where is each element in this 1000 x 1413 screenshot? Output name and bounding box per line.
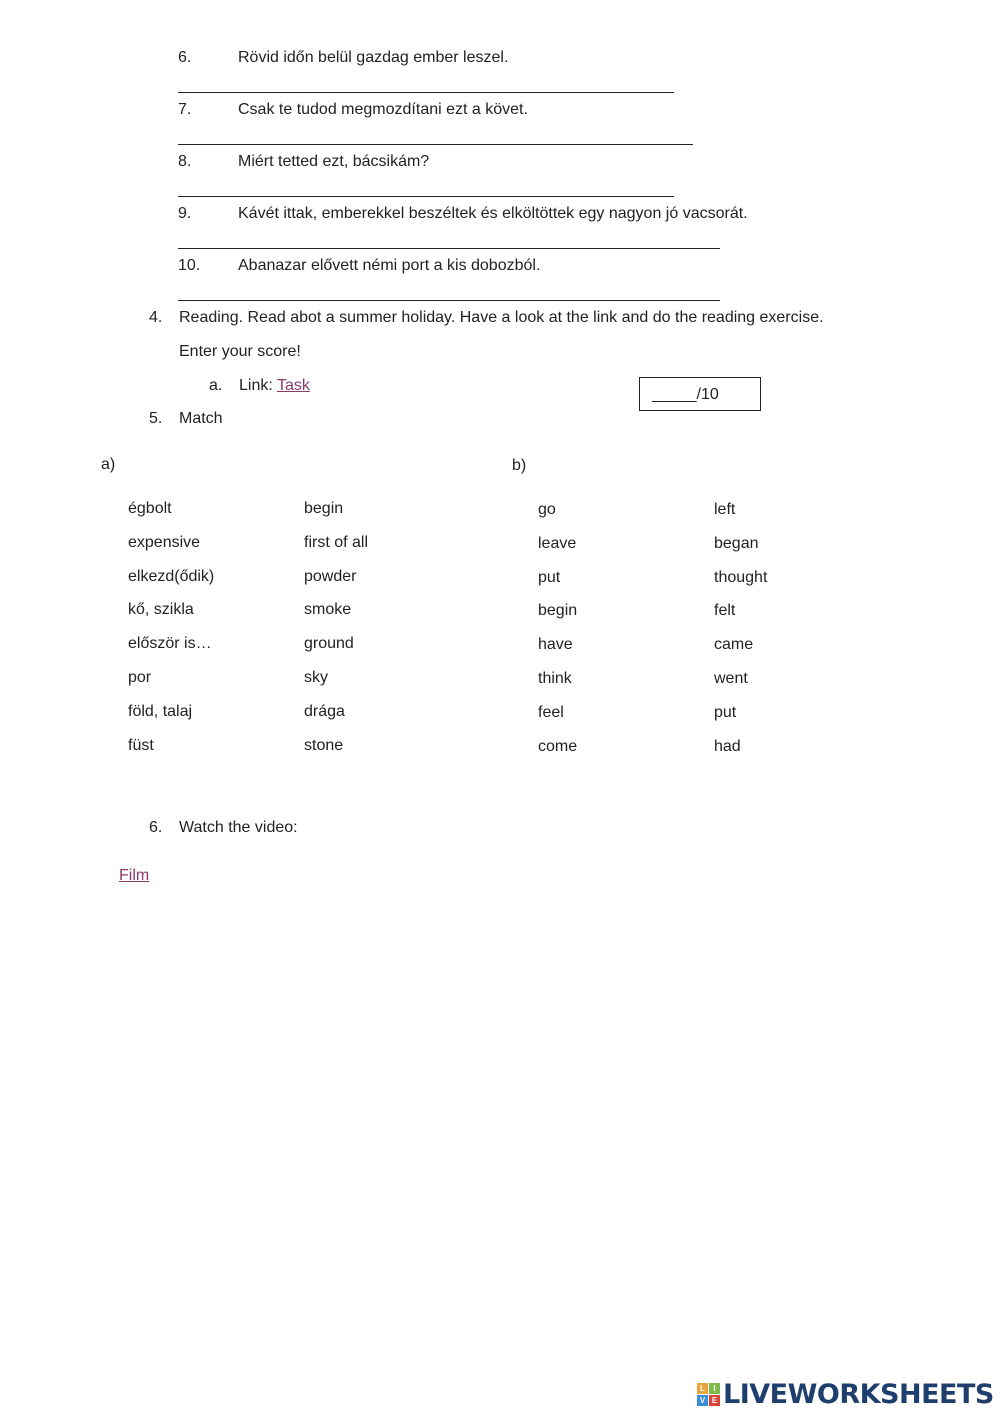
group-a-right-word[interactable]: sky [304, 669, 328, 686]
logo-text: LIVEWORKSHEETS [723, 1378, 994, 1410]
link-label: Link: [239, 377, 277, 394]
group-b-right-word[interactable]: came [714, 636, 754, 653]
group-b-left-word[interactable]: feel [538, 704, 564, 721]
translation-number: 8. [178, 153, 192, 170]
group-a-label: a) [101, 456, 116, 473]
group-b-left-word[interactable]: think [538, 670, 572, 687]
group-a-right-word[interactable]: drága [304, 703, 345, 720]
score-input-box[interactable] [639, 377, 761, 411]
task-link[interactable]: Task [276, 377, 310, 394]
answer-line[interactable] [178, 248, 720, 249]
score-value: _____/10 [652, 386, 719, 403]
group-b-left-word[interactable]: leave [538, 535, 577, 552]
translation-number: 10. [178, 257, 201, 274]
group-a-left-word[interactable]: expensive [128, 534, 201, 551]
group-b-left-word[interactable]: put [538, 569, 561, 586]
exercise-4-text: Reading. Read abot a summer holiday. Have a look at the link and do the reading exercise. [179, 309, 824, 326]
translation-sentence: Kávét ittak, emberekkel beszéltek és elköltöttek egy nagyon jó vacsorát. [238, 205, 748, 222]
film-link[interactable]: Film [119, 867, 150, 884]
answer-line[interactable] [178, 92, 674, 93]
group-b-right-word[interactable]: had [714, 738, 741, 755]
group-a-right-word[interactable]: smoke [304, 601, 352, 618]
group-a-right-word[interactable]: first of all [304, 534, 369, 551]
group-b-left-word[interactable]: begin [538, 602, 578, 619]
group-b-right-word[interactable]: began [714, 535, 759, 552]
group-b-label: b) [512, 457, 527, 474]
exercise-6-text: Watch the video: [179, 819, 298, 836]
link-marker: a. [209, 377, 223, 394]
group-a-left-word[interactable]: elkezd(ődik) [128, 568, 215, 585]
group-a-left-word[interactable]: égbolt [128, 500, 172, 517]
group-a-left-word[interactable]: föld, talaj [128, 703, 193, 720]
exercise-5-title: Match [179, 410, 223, 427]
group-a-left-word[interactable]: kő, szikla [128, 601, 194, 618]
group-b-right-word[interactable]: went [714, 670, 748, 687]
group-b-right-word[interactable]: put [714, 704, 737, 721]
group-a-left-word[interactable]: először is… [128, 635, 212, 652]
translation-sentence: Csak te tudod megmozdítani ezt a követ. [238, 101, 528, 118]
group-a-right-word[interactable]: begin [304, 500, 344, 517]
translation-number: 7. [178, 101, 192, 118]
liveworksheets-logo [697, 1378, 994, 1410]
task-link-row [239, 377, 310, 395]
exercise-6-number: 6. [149, 819, 163, 836]
logo-icon: L I V E [697, 1383, 720, 1406]
answer-line[interactable] [178, 300, 720, 301]
group-a-left-word[interactable]: por [128, 669, 152, 686]
answer-line[interactable] [178, 196, 674, 197]
group-b-right-word[interactable]: felt [714, 602, 736, 619]
exercise-4-number: 4. [149, 309, 163, 326]
translation-number: 9. [178, 205, 192, 222]
score-instruction: Enter your score! [179, 343, 301, 360]
exercise-5-number: 5. [149, 410, 163, 427]
answer-line[interactable] [178, 144, 693, 145]
translation-sentence: Abanazar elővett némi port a kis dobozból. [238, 257, 541, 274]
group-b-right-word[interactable]: left [714, 501, 736, 518]
group-a-right-word[interactable]: ground [304, 635, 354, 652]
group-b-left-word[interactable]: have [538, 636, 573, 653]
group-b-left-word[interactable]: come [538, 738, 578, 755]
translation-sentence: Miért tetted ezt, bácsikám? [238, 153, 430, 170]
group-a-right-word[interactable]: powder [304, 568, 357, 585]
group-a-left-word[interactable]: füst [128, 737, 154, 754]
translation-sentence: Rövid időn belül gazdag ember leszel. [238, 49, 509, 66]
group-b-left-word[interactable]: go [538, 501, 556, 518]
translation-number: 6. [178, 49, 192, 66]
group-b-right-word[interactable]: thought [714, 569, 768, 586]
group-a-right-word[interactable]: stone [304, 737, 344, 754]
